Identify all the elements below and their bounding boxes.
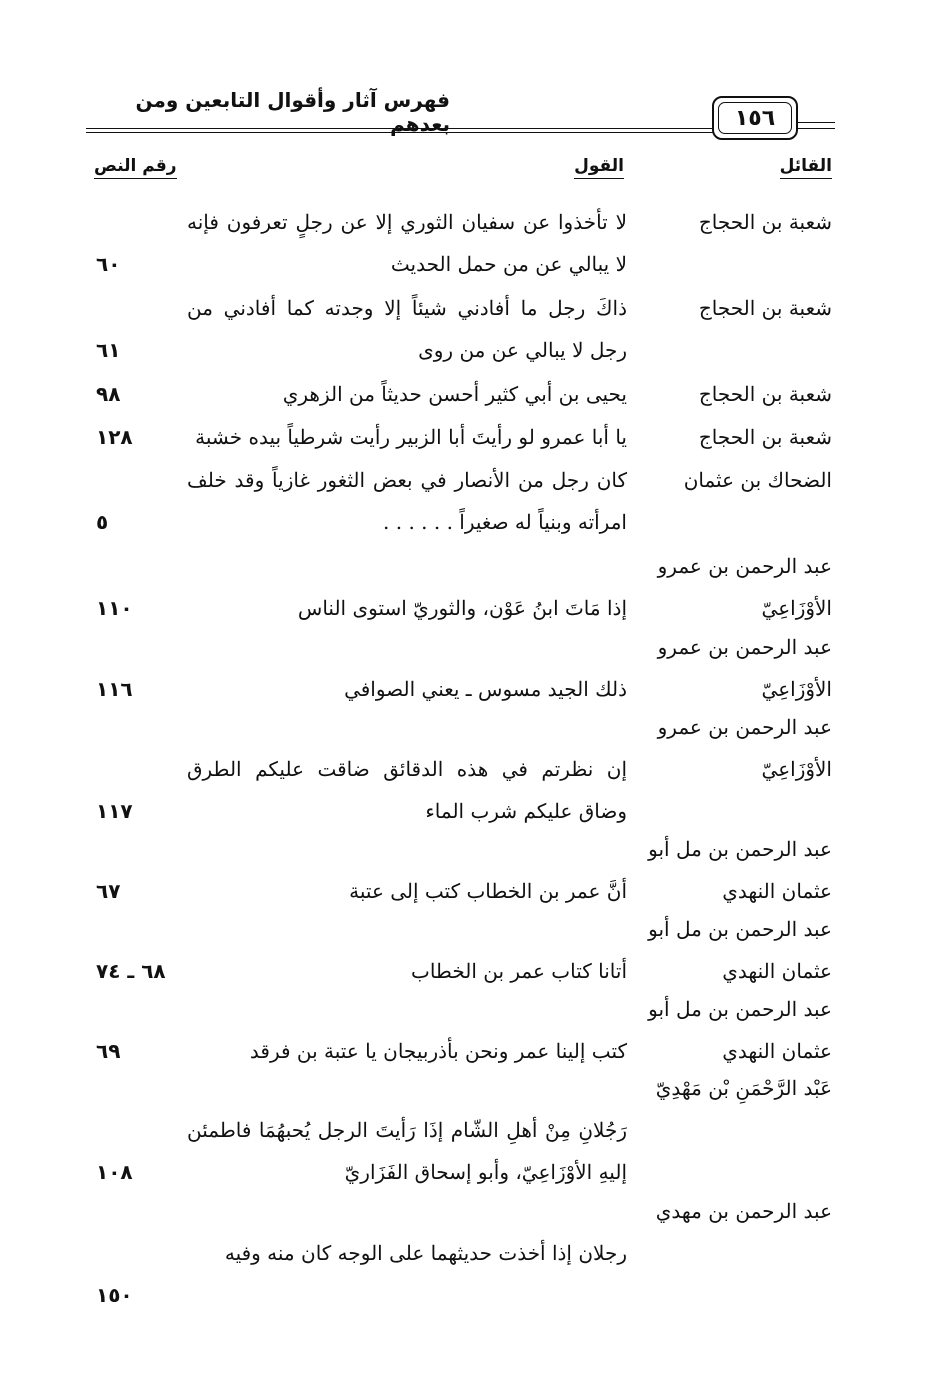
entry-saying: لا تأخذوا عن سفيان الثوري إلا عن رجلٍ تعرفون فإنه لا يبالي عن من حمل الحديث — [187, 210, 627, 276]
entry-ref: ٥ — [96, 510, 109, 534]
entry-speaker: شعبة بن الحجاج — [698, 296, 832, 320]
entry-saying: أتانا كتاب عمر بن الخطاب — [411, 959, 627, 983]
column-header-saying: القول — [574, 156, 624, 179]
entry-ref: ٩٨ — [96, 382, 121, 406]
entry-speaker: عبد الرحمن بن مل أبو عثمان النهدي — [648, 917, 832, 983]
entry-speaker: شعبة بن الحجاج — [698, 382, 832, 406]
entry-speaker: الضحاك بن عثمان — [683, 468, 832, 492]
entry-saying: يحيى بن أبي كثير أحسن حديثاً من الزهري — [282, 382, 627, 406]
entry-ref: ٦٩ — [96, 1039, 121, 1063]
entry-saying: أنَّ عمر بن الخطاب كتب إلى عتبة — [349, 879, 627, 903]
page-number-frame — [712, 96, 798, 140]
entry-ref: ١١٧ — [96, 799, 133, 823]
header-rule-right-secondary — [795, 128, 835, 129]
entry-ref: ٦٨ ـ ٧٤ — [96, 959, 166, 983]
entry-speaker: شعبة بن الحجاج — [698, 425, 832, 449]
entry-saying: يا أبا عمرو لو رأيتَ أبا الزبير رأيت شرطياً بيده خشبة — [195, 425, 627, 449]
entry-saying: كتب إلينا عمر ونحن بأذربيجان يا عتبة بن فرقد — [249, 1039, 627, 1063]
header-rule-secondary — [86, 132, 716, 133]
entry-ref: ١١٦ — [96, 677, 133, 701]
entry-saying: إذا مَاتَ ابنُ عَوْن، والثوريّ استوى الناس — [297, 596, 627, 620]
entry-ref: ٦١ — [96, 338, 121, 362]
entry-speaker: عبد الرحمن بن عمرو الأوْزَاعِيّ — [657, 554, 832, 620]
entry-saying: ذلك الجيد مسوس ـ يعني الصوافي — [344, 677, 627, 701]
entry-saying: كان رجل من الأنصار في بعض الثغور غازياً وقد خلف امرأته وبنياً له صغيراً . . . . . . — [187, 468, 627, 534]
running-title: فهرس آثار وأقوال التابعين ومن بعدهم — [135, 88, 450, 136]
entry-saying: رجلان إذا أخذت حديثهما على الوجه كان منه وفيه — [224, 1241, 627, 1265]
entry-saying: ذاكَ رجل ما أفادني شيئاً إلا وجدته كما أفادني من رجل لا يبالي عن من روى — [187, 296, 627, 362]
header-rule-right — [795, 122, 835, 123]
entry-saying: إن نظرتم في هذه الدقائق ضاقت عليكم الطرق وضاق عليكم شرب الماء — [187, 757, 627, 823]
entry-ref: ١٢٨ — [96, 425, 133, 449]
entry-ref: ٦٠ — [96, 252, 121, 276]
entry-ref: ١١٠ — [96, 596, 133, 620]
entry-speaker: شعبة بن الحجاج — [698, 210, 832, 234]
entry-speaker: عبد الرحمن بن عمرو الأوْزَاعِيّ — [657, 635, 832, 701]
entry-speaker: عَبْد الرَّحْمَنِ بْن مَهْدِيّ — [655, 1076, 832, 1100]
entry-ref: ٦٧ — [96, 879, 121, 903]
entry-speaker: عبد الرحمن بن مل أبو عثمان النهدي — [648, 837, 832, 903]
page-number: ١٥٦ — [718, 102, 792, 134]
entry-ref: ١٥٠ — [96, 1283, 133, 1307]
entry-saying: رَجُلانِ مِنْ أهلِ الشّام إذَا رَأيتَ الرجل يُحبهُمَا فاطمئن إليهِ الأوْزَاعِيّ، وأبو إسحاق الفَزَاريّ — [187, 1118, 627, 1184]
entry-speaker: عبد الرحمن بن عمرو الأوْزَاعِيّ — [657, 715, 832, 781]
column-header-ref: رقم النص — [94, 156, 177, 179]
header-rule — [86, 128, 716, 129]
entry-speaker: عبد الرحمن بن مل أبو عثمان النهدي — [648, 997, 832, 1063]
entry-ref: ١٠٨ — [96, 1160, 133, 1184]
entry-speaker: عبد الرحمن بن مهدي — [655, 1199, 832, 1223]
column-header-speaker: القائل — [780, 156, 832, 179]
